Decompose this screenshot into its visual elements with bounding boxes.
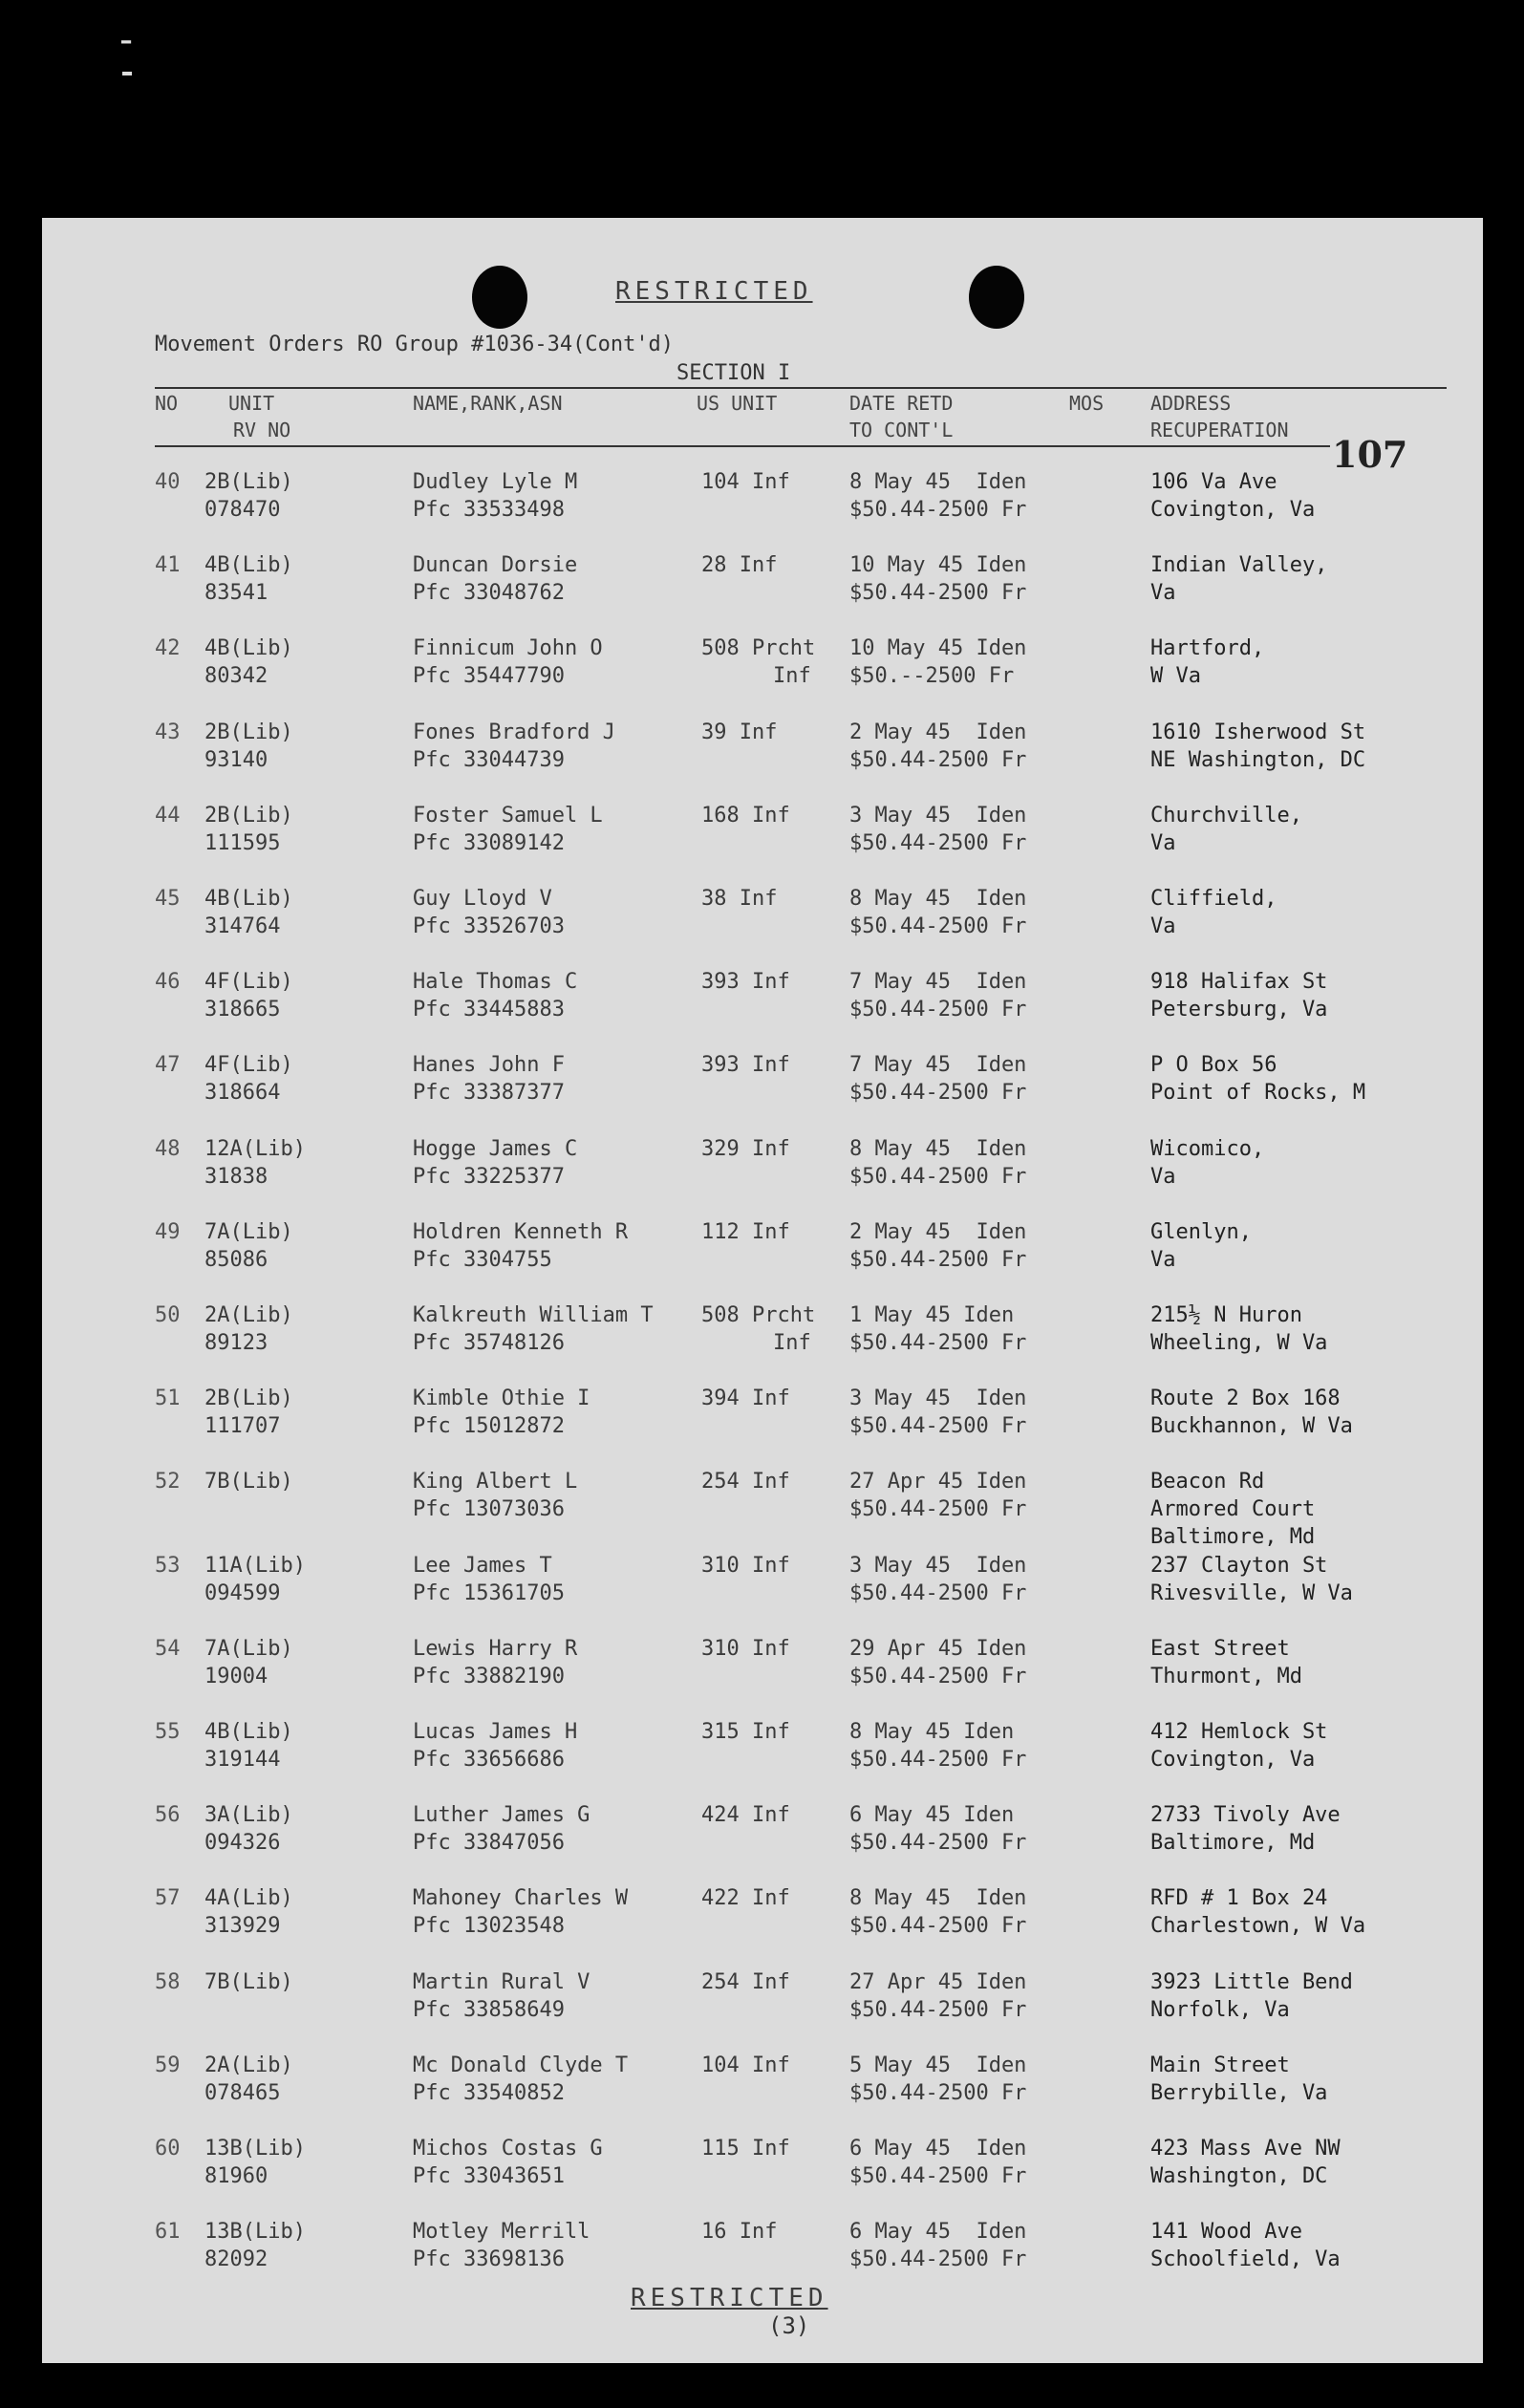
cell-rv-no: 111595: [204, 830, 281, 855]
cell-no: 52: [155, 1470, 181, 1494]
cell-name: Lewis Harry R: [413, 1636, 578, 1661]
cell-asn: Pfc 33858649: [413, 1997, 565, 2022]
table-row: [42, 1801, 1483, 1884]
cell-rv-no: 094326: [204, 1831, 281, 1856]
cell-amount: $50.44-2500 Fr: [849, 1331, 1027, 1355]
cell-us-unit-1: 254 Inf: [701, 1470, 790, 1494]
cell-us-unit-2: Inf: [773, 1331, 811, 1355]
col-mos: MOS: [1069, 392, 1105, 415]
col-unit: UNIT: [228, 392, 275, 415]
cell-asn: Pfc 3304755: [413, 1247, 552, 1272]
cell-addr-2: Covington, Va: [1150, 1748, 1316, 1772]
table-row: [42, 2135, 1483, 2218]
cell-addr-2: Armored Court: [1150, 1497, 1316, 1522]
cell-date: 27 Apr 45 Iden: [849, 1969, 1027, 1994]
cell-addr-1: Cliffield,: [1150, 887, 1277, 911]
cell-no: 61: [155, 2220, 181, 2245]
cell-asn: Pfc 15361705: [413, 1580, 565, 1605]
table-row: [42, 1968, 1483, 2052]
cell-addr-2: Berrybille, Va: [1150, 2080, 1328, 2105]
cell-unit: 4A(Lib): [204, 1886, 293, 1911]
cell-name: Michos Costas G: [413, 2137, 603, 2161]
cell-name: Kimble Othie I: [413, 1387, 590, 1411]
cell-no: 43: [155, 720, 181, 744]
cell-amount: $50.44-2500 Fr: [849, 914, 1027, 938]
cell-asn: Pfc 33847056: [413, 1831, 565, 1856]
page-number: (3): [768, 2312, 810, 2339]
cell-date: 7 May 45 Iden: [849, 970, 1027, 995]
cell-rv-no: 31838: [204, 1164, 268, 1189]
cell-unit: 7B(Lib): [204, 1969, 293, 1994]
cell-no: 51: [155, 1387, 181, 1411]
cell-no: 56: [155, 1803, 181, 1828]
cell-addr-1: Beacon Rd: [1150, 1470, 1265, 1494]
cell-asn: Pfc 33445883: [413, 998, 565, 1022]
cell-amount: $50.44-2500 Fr: [849, 1164, 1027, 1189]
cell-asn: Pfc 33540852: [413, 2080, 565, 2105]
cell-asn: Pfc 33044739: [413, 747, 565, 772]
cell-us-unit-1: 393 Inf: [701, 970, 790, 995]
cell-amount: $50.44-2500 Fr: [849, 2164, 1027, 2188]
cell-date: 8 May 45 Iden: [849, 1136, 1027, 1161]
cell-addr-2: W Va: [1150, 664, 1201, 689]
cell-no: 44: [155, 803, 181, 828]
corner-dash: [122, 72, 132, 75]
cell-name: Mc Donald Clyde T: [413, 2053, 629, 2077]
classification-top: RESTRICTED: [615, 277, 813, 306]
cell-rv-no: 89123: [204, 1331, 268, 1355]
punch-hole-left: [472, 266, 527, 329]
cell-name: Guy Lloyd V: [413, 887, 552, 911]
cell-asn: Pfc 33089142: [413, 830, 565, 855]
cell-addr-1: Hartford,: [1150, 636, 1265, 661]
col-us-unit: US UNIT: [697, 392, 778, 415]
cell-date: 3 May 45 Iden: [849, 1553, 1027, 1578]
cell-unit: 4B(Lib): [204, 636, 293, 661]
cell-addr-2: Covington, Va: [1150, 498, 1316, 522]
cell-unit: 4F(Lib): [204, 1053, 293, 1078]
cell-amount: $50.44-2500 Fr: [849, 581, 1027, 606]
col-recuperation: RECUPERATION: [1150, 419, 1289, 441]
cell-us-unit-1: 38 Inf: [701, 887, 778, 911]
cell-addr-2: Thurmont, Md: [1150, 1664, 1302, 1688]
header-rule-bottom: [155, 445, 1330, 447]
cell-addr-1: 106 Va Ave: [1150, 470, 1277, 494]
table-row: [42, 802, 1483, 885]
cell-unit: 4F(Lib): [204, 970, 293, 995]
cell-us-unit-1: 115 Inf: [701, 2137, 790, 2161]
table-row: [42, 885, 1483, 968]
cell-amount: $50.44-2500 Fr: [849, 1081, 1027, 1106]
cell-rv-no: 314764: [204, 914, 281, 938]
cell-rv-no: 83541: [204, 581, 268, 606]
cell-addr-2: NE Washington, DC: [1150, 747, 1366, 772]
cell-rv-no: 82092: [204, 2247, 268, 2272]
cell-date: 8 May 45 Iden: [849, 470, 1027, 494]
table-row: [42, 1301, 1483, 1385]
table-row: [42, 634, 1483, 718]
cell-name: Finnicum John O: [413, 636, 603, 661]
cell-name: Martin Rural V: [413, 1969, 590, 1994]
cell-date: 3 May 45 Iden: [849, 1387, 1027, 1411]
cell-no: 48: [155, 1136, 181, 1161]
cell-amount: $50.44-2500 Fr: [849, 498, 1027, 522]
cell-amount: $50.44-2500 Fr: [849, 1580, 1027, 1605]
cell-rv-no: 318664: [204, 1081, 281, 1106]
cell-us-unit-1: 424 Inf: [701, 1803, 790, 1828]
cell-date: 7 May 45 Iden: [849, 1053, 1027, 1078]
cell-no: 53: [155, 1553, 181, 1578]
cell-date: 8 May 45 Iden: [849, 1720, 1015, 1744]
cell-unit: 2B(Lib): [204, 470, 293, 494]
cell-us-unit-1: 422 Inf: [701, 1886, 790, 1911]
cell-addr-2: Schoolfield, Va: [1150, 2247, 1341, 2272]
cell-rv-no: 094599: [204, 1580, 281, 1605]
table-row: [42, 968, 1483, 1051]
col-rv-no: RV NO: [233, 419, 291, 441]
cell-no: 46: [155, 970, 181, 995]
table-row: [42, 1468, 1483, 1551]
cell-date: 2 May 45 Iden: [849, 720, 1027, 744]
table-row: [42, 1718, 1483, 1801]
cell-date: 1 May 45 Iden: [849, 1303, 1015, 1327]
cell-asn: Pfc 33698136: [413, 2247, 565, 2272]
cell-amount: $50.44-2500 Fr: [849, 1914, 1027, 1939]
cell-us-unit-1: 508 Prcht: [701, 636, 816, 661]
cell-unit: 2B(Lib): [204, 720, 293, 744]
cell-date: 5 May 45 Iden: [849, 2053, 1027, 2077]
cell-addr-1: RFD # 1 Box 24: [1150, 1886, 1328, 1911]
cell-rv-no: 313929: [204, 1914, 281, 1939]
cell-amount: $50.44-2500 Fr: [849, 998, 1027, 1022]
cell-rv-no: 80342: [204, 664, 268, 689]
cell-unit: 4B(Lib): [204, 553, 293, 578]
cell-us-unit-1: 28 Inf: [701, 553, 778, 578]
cell-addr-2: Rivesville, W Va: [1150, 1580, 1353, 1605]
cell-name: Lucas James H: [413, 1720, 578, 1744]
cell-name: Foster Samuel L: [413, 803, 603, 828]
cell-asn: Pfc 35748126: [413, 1331, 565, 1355]
cell-no: 42: [155, 636, 181, 661]
document-header: Movement Orders RO Group #1036-34(Cont'd): [155, 333, 675, 356]
cell-unit: 2B(Lib): [204, 1387, 293, 1411]
document-page: [42, 218, 1483, 2363]
cell-addr-2: Wheeling, W Va: [1150, 1331, 1328, 1355]
cell-unit: 4B(Lib): [204, 1720, 293, 1744]
cell-addr-1: 423 Mass Ave NW: [1150, 2137, 1341, 2161]
cell-addr-1: 237 Clayton St: [1150, 1553, 1328, 1578]
cell-us-unit-1: 112 Inf: [701, 1219, 790, 1244]
cell-name: Hale Thomas C: [413, 970, 578, 995]
cell-addr-2: Petersburg, Va: [1150, 998, 1328, 1022]
cell-no: 50: [155, 1303, 181, 1327]
cell-asn: Pfc 33526703: [413, 914, 565, 938]
cell-us-unit-1: 168 Inf: [701, 803, 790, 828]
cell-amount: $50.44-2500 Fr: [849, 1748, 1027, 1772]
cell-unit: 13B(Lib): [204, 2220, 306, 2245]
cell-rv-no: 81960: [204, 2164, 268, 2188]
cell-amount: $50.44-2500 Fr: [849, 1997, 1027, 2022]
cell-unit: 2B(Lib): [204, 803, 293, 828]
cell-us-unit-1: 315 Inf: [701, 1720, 790, 1744]
cell-unit: 4B(Lib): [204, 887, 293, 911]
cell-no: 47: [155, 1053, 181, 1078]
punch-hole-right: [969, 266, 1024, 329]
cell-addr-2: Baltimore, Md: [1150, 1831, 1316, 1856]
cell-addr-1: P O Box 56: [1150, 1053, 1277, 1078]
cell-unit: 11A(Lib): [204, 1553, 306, 1578]
cell-date: 6 May 45 Iden: [849, 2137, 1027, 2161]
cell-us-unit-1: 329 Inf: [701, 1136, 790, 1161]
cell-date: 29 Apr 45 Iden: [849, 1636, 1027, 1661]
cell-name: Kalkreuth William T: [413, 1303, 654, 1327]
cell-addr-3: Baltimore, Md: [1150, 1525, 1316, 1550]
cell-addr-2: Charlestown, W Va: [1150, 1914, 1366, 1939]
cell-addr-1: East Street: [1150, 1636, 1290, 1661]
cell-us-unit-1: 39 Inf: [701, 720, 778, 744]
cell-rv-no: 078465: [204, 2080, 281, 2105]
cell-no: 57: [155, 1886, 181, 1911]
cell-date: 10 May 45 Iden: [849, 636, 1027, 661]
cell-us-unit-1: 508 Prcht: [701, 1303, 816, 1327]
cell-unit: 3A(Lib): [204, 1803, 293, 1828]
cell-rv-no: 078470: [204, 498, 281, 522]
cell-asn: Pfc 33882190: [413, 1664, 565, 1688]
cell-addr-2: Washington, DC: [1150, 2164, 1328, 2188]
cell-rv-no: 85086: [204, 1247, 268, 1272]
cell-amount: $50.44-2500 Fr: [849, 2080, 1027, 2105]
classification-bottom: RESTRICTED: [631, 2284, 828, 2312]
cell-amount: $50.44-2500 Fr: [849, 2247, 1027, 2272]
cell-asn: Pfc 15012872: [413, 1414, 565, 1439]
cell-unit: 7A(Lib): [204, 1636, 293, 1661]
cell-date: 3 May 45 Iden: [849, 803, 1027, 828]
cell-addr-2: Point of Rocks, M: [1150, 1081, 1366, 1106]
cell-rv-no: 318665: [204, 998, 281, 1022]
cell-date: 27 Apr 45 Iden: [849, 1470, 1027, 1494]
cell-asn: Pfc 33048762: [413, 581, 565, 606]
cell-no: 58: [155, 1969, 181, 1994]
table-row: [42, 1635, 1483, 1718]
cell-date: 8 May 45 Iden: [849, 887, 1027, 911]
cell-addr-1: 2733 Tivoly Ave: [1150, 1803, 1341, 1828]
cell-unit: 2A(Lib): [204, 2053, 293, 2077]
cell-amount: $50.44-2500 Fr: [849, 1247, 1027, 1272]
corner-mark: -: [115, 18, 139, 62]
col-name-rank: NAME,RANK,ASN: [413, 392, 563, 415]
cell-asn: Pfc 13073036: [413, 1497, 565, 1522]
cell-addr-1: Churchville,: [1150, 803, 1302, 828]
cell-amount: $50.44-2500 Fr: [849, 747, 1027, 772]
cell-no: 59: [155, 2053, 181, 2077]
stamp-number: 107: [1332, 433, 1408, 476]
cell-asn: Pfc 33533498: [413, 498, 565, 522]
cell-unit: 7A(Lib): [204, 1219, 293, 1244]
cell-date: 8 May 45 Iden: [849, 1886, 1027, 1911]
cell-no: 49: [155, 1219, 181, 1244]
cell-name: Hanes John F: [413, 1053, 565, 1078]
table-row: [42, 719, 1483, 802]
cell-name: Dudley Lyle M: [413, 470, 578, 494]
cell-no: 45: [155, 887, 181, 911]
cell-asn: Pfc 13023548: [413, 1914, 565, 1939]
cell-name: Duncan Dorsie: [413, 553, 578, 578]
cell-addr-1: 918 Halifax St: [1150, 970, 1328, 995]
cell-unit: 7B(Lib): [204, 1470, 293, 1494]
cell-us-unit-1: 104 Inf: [701, 470, 790, 494]
cell-addr-2: Va: [1150, 830, 1176, 855]
cell-amount: $50.44-2500 Fr: [849, 830, 1027, 855]
cell-addr-2: Va: [1150, 1247, 1176, 1272]
table-row: [42, 1135, 1483, 1218]
col-address: ADDRESS: [1150, 392, 1232, 415]
cell-name: Motley Merrill: [413, 2220, 590, 2245]
cell-amount: $50.44-2500 Fr: [849, 1497, 1027, 1522]
cell-unit: 2A(Lib): [204, 1303, 293, 1327]
table-row: [42, 468, 1483, 551]
cell-addr-2: Va: [1150, 581, 1176, 606]
cell-date: 2 May 45 Iden: [849, 1219, 1027, 1244]
cell-addr-1: Route 2 Box 168: [1150, 1387, 1341, 1411]
header-rule-top: [155, 387, 1447, 389]
col-no: NO: [155, 392, 179, 415]
cell-amount: $50.44-2500 Fr: [849, 1664, 1027, 1688]
cell-addr-1: Glenlyn,: [1150, 1219, 1252, 1244]
cell-asn: Pfc 35447790: [413, 664, 565, 689]
table-row: [42, 551, 1483, 634]
cell-asn: Pfc 33387377: [413, 1081, 565, 1106]
table-row: [42, 1051, 1483, 1134]
cell-us-unit-1: 393 Inf: [701, 1053, 790, 1078]
cell-amount: $50.44-2500 Fr: [849, 1414, 1027, 1439]
cell-addr-1: Indian Valley,: [1150, 553, 1328, 578]
cell-date: 10 May 45 Iden: [849, 553, 1027, 578]
cell-addr-1: Wicomico,: [1150, 1136, 1265, 1161]
cell-no: 54: [155, 1636, 181, 1661]
cell-rv-no: 93140: [204, 747, 268, 772]
cell-asn: Pfc 33656686: [413, 1748, 565, 1772]
cell-no: 40: [155, 470, 181, 494]
cell-name: Hogge James C: [413, 1136, 578, 1161]
cell-us-unit-1: 310 Inf: [701, 1636, 790, 1661]
cell-name: Lee James T: [413, 1553, 552, 1578]
cell-no: 60: [155, 2137, 181, 2161]
col-date-retd: DATE RETD: [849, 392, 954, 415]
cell-no: 55: [155, 1720, 181, 1744]
table-row: [42, 2052, 1483, 2135]
cell-us-unit-1: 104 Inf: [701, 2053, 790, 2077]
section-title: SECTION I: [676, 361, 791, 385]
table-row: [42, 1218, 1483, 1301]
cell-addr-2: Va: [1150, 1164, 1176, 1189]
cell-addr-2: Va: [1150, 914, 1176, 938]
cell-name: Holdren Kenneth R: [413, 1219, 629, 1244]
cell-us-unit-1: 394 Inf: [701, 1387, 790, 1411]
cell-amount: $50.--2500 Fr: [849, 664, 1015, 689]
table-row: [42, 1552, 1483, 1635]
cell-rv-no: 319144: [204, 1748, 281, 1772]
col-to-contl: TO CONT'L: [849, 419, 954, 441]
cell-name: King Albert L: [413, 1470, 578, 1494]
cell-rv-no: 111707: [204, 1414, 281, 1439]
cell-addr-1: 3923 Little Bend: [1150, 1969, 1353, 1994]
table-row: [42, 1884, 1483, 1967]
cell-unit: 13B(Lib): [204, 2137, 306, 2161]
cell-addr-1: 215½ N Huron: [1150, 1303, 1302, 1327]
cell-addr-1: Main Street: [1150, 2053, 1290, 2077]
cell-us-unit-1: 254 Inf: [701, 1969, 790, 1994]
cell-addr-2: Buckhannon, W Va: [1150, 1414, 1353, 1439]
cell-no: 41: [155, 553, 181, 578]
cell-name: Luther James G: [413, 1803, 590, 1828]
cell-name: Fones Bradford J: [413, 720, 615, 744]
cell-addr-1: 141 Wood Ave: [1150, 2220, 1302, 2245]
cell-addr-1: 1610 Isherwood St: [1150, 720, 1366, 744]
cell-unit: 12A(Lib): [204, 1136, 306, 1161]
cell-addr-1: 412 Hemlock St: [1150, 1720, 1328, 1744]
cell-asn: Pfc 33225377: [413, 1164, 565, 1189]
cell-date: 6 May 45 Iden: [849, 2220, 1027, 2245]
cell-name: Mahoney Charles W: [413, 1886, 629, 1911]
cell-us-unit-1: 16 Inf: [701, 2220, 778, 2245]
cell-amount: $50.44-2500 Fr: [849, 1831, 1027, 1856]
cell-us-unit-1: 310 Inf: [701, 1553, 790, 1578]
cell-rv-no: 19004: [204, 1664, 268, 1688]
table-row: [42, 1385, 1483, 1468]
cell-date: 6 May 45 Iden: [849, 1803, 1015, 1828]
cell-addr-2: Norfolk, Va: [1150, 1997, 1290, 2022]
cell-asn: Pfc 33043651: [413, 2164, 565, 2188]
cell-us-unit-2: Inf: [773, 664, 811, 689]
